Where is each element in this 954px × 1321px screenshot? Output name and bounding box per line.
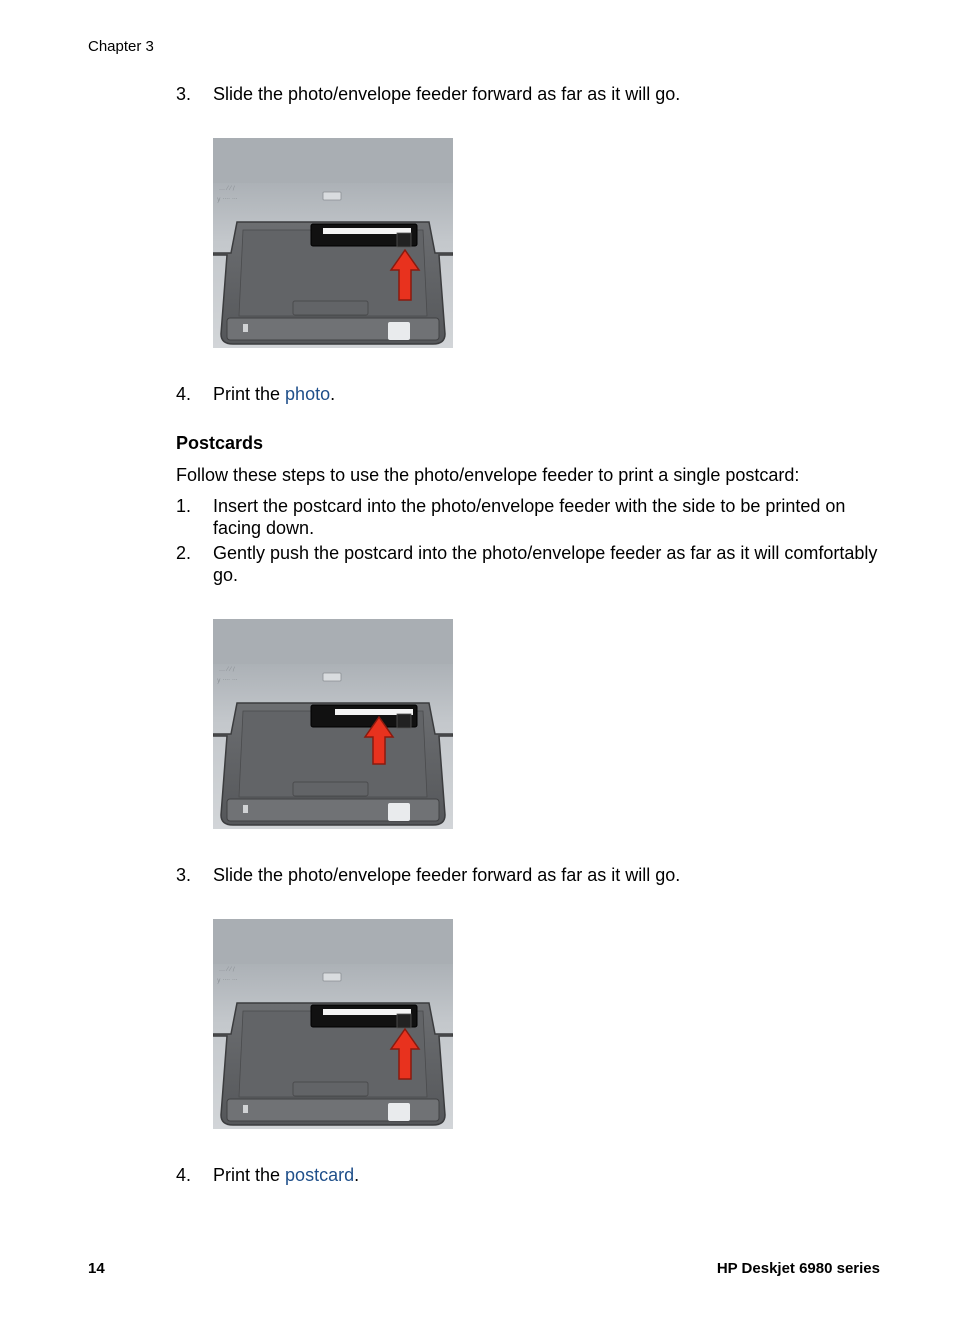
step-number: 3.	[176, 865, 192, 885]
step-text-line2: facing down.	[213, 518, 315, 538]
step-number: 4.	[176, 1165, 192, 1185]
step-text	[213, 383, 335, 405]
step-4-print-photo	[176, 383, 876, 405]
postcard-link[interactable]: postcard	[285, 1165, 355, 1185]
postcards-intro: Follow these steps to use the photo/envelope feeder to print a single postcard:	[176, 465, 800, 485]
step-text-line1: Insert the postcard into the photo/envelope feeder with the side to be printed on	[213, 496, 846, 516]
printer-feeder-forward-figure	[213, 138, 453, 348]
step-number: 3.	[176, 84, 192, 104]
section-heading-postcards: Postcards	[176, 433, 264, 453]
step-text-prefix: Print the	[213, 384, 286, 404]
step-2-push-postcard	[176, 542, 896, 586]
printer-postcard-insert-figure	[213, 619, 453, 829]
product-name: HP Deskjet 6980 series	[716, 1260, 880, 1277]
step-text-line2: go.	[213, 565, 239, 585]
step-3-slide-feeder-postcard	[176, 864, 876, 886]
step-3-slide-feeder	[176, 83, 876, 105]
printer-feeder-forward-figure-2	[213, 919, 453, 1129]
step-number: 2.	[176, 543, 192, 563]
step-1-insert-postcard	[176, 495, 896, 539]
step-text-suffix: .	[354, 1165, 360, 1185]
step-text-prefix: Print the	[213, 1165, 286, 1185]
step-text: Slide the photo/envelope feeder forward as far as it will go.	[213, 865, 681, 885]
step-text-line1: Gently push the postcard into the photo/envelope feeder as far as it will comfortably	[213, 543, 878, 563]
step-4-print-postcard	[176, 1164, 876, 1186]
step-number: 1.	[176, 496, 192, 516]
step-text	[213, 1164, 359, 1186]
step-number: 4.	[176, 384, 192, 404]
chapter-label: Chapter 3	[88, 38, 154, 55]
photo-link[interactable]: photo	[285, 384, 331, 404]
page-number: 14	[88, 1260, 105, 1277]
step-text-suffix: .	[330, 384, 336, 404]
step-text: Slide the photo/envelope feeder forward as far as it will go.	[213, 84, 681, 104]
